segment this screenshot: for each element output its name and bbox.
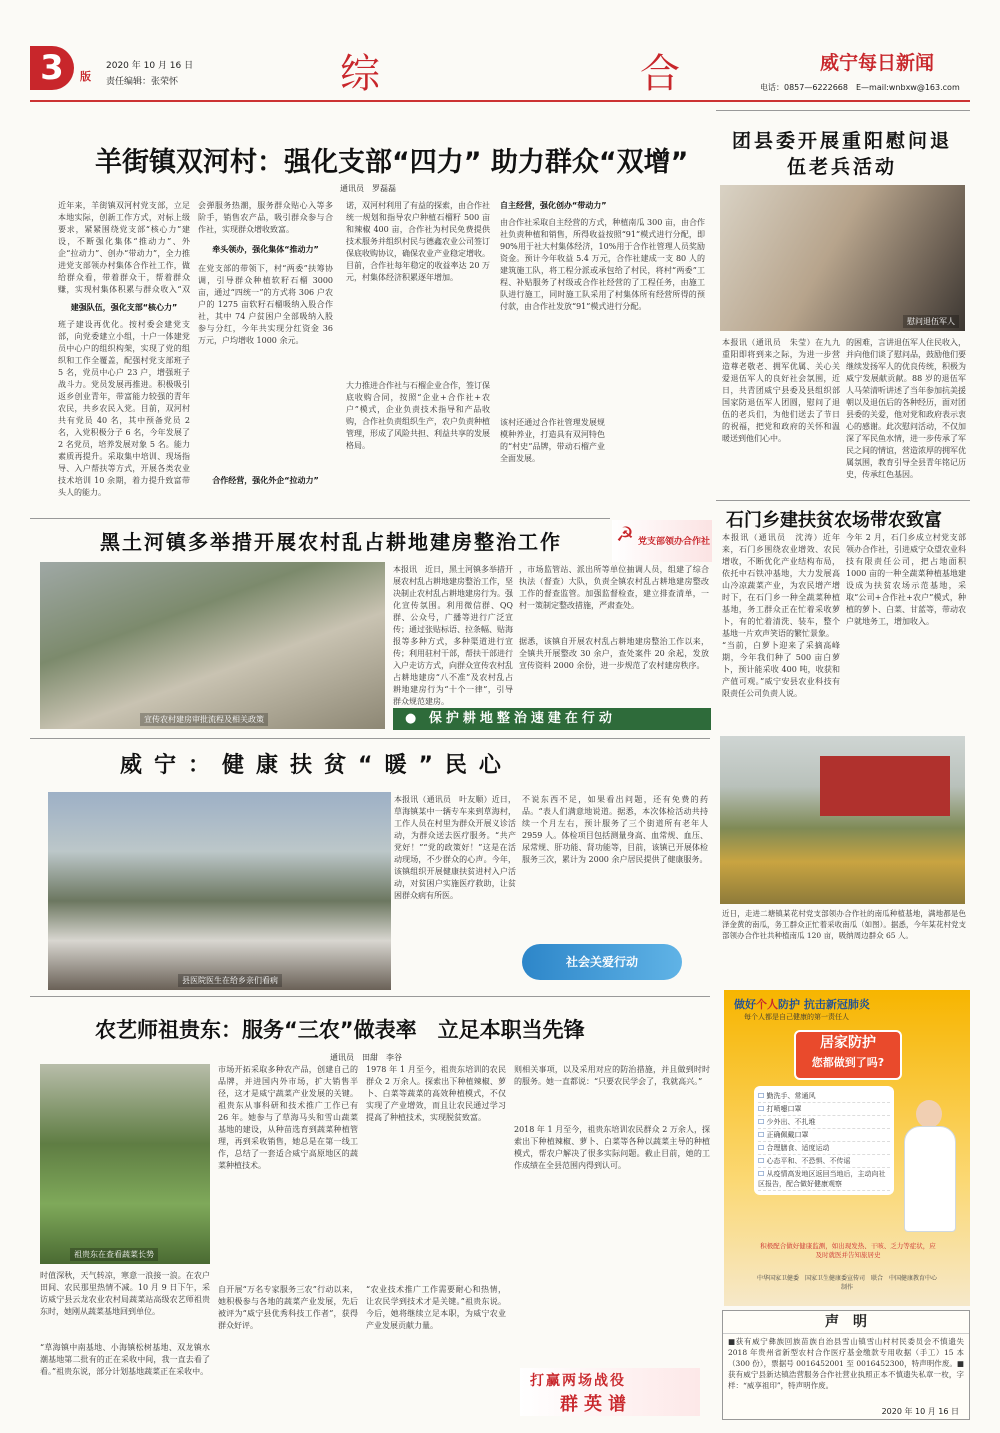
doctor-coat-icon	[904, 1126, 956, 1232]
notice-box	[722, 1310, 970, 1420]
checkbox-icon: ☐	[758, 1144, 767, 1152]
ad-checklist	[754, 1086, 894, 1195]
section-title: 综 合	[340, 51, 740, 97]
paragraph: 据悉，该镇自开展农村乱占耕地建房整治工作以来，全镇共开展整改 30 余户，查处案件 20 余起，发放宣传资料 2000 余份，进一步规范了农村建房秩序。	[519, 637, 709, 670]
ad-subline: 每个人都是自己健康的第一责任人	[744, 1013, 849, 1021]
doctor-head-icon	[916, 1100, 942, 1128]
paragraph: 班子建设再优化。按村委会建党支部，向党委建立小组，十户一体建党员中心户的组织构架，实现了党的组织和工作全覆盖，配强村党支部班子 5 名，党员中心户 23 户，增强班子战斗力。党员发展再推进。积极吸引返乡创业青年，带富能力较强的青年农民，共乡农民入党。目前，双河村共有党员 40 名，其中预备党员 2 名，入党积极分子 6 名，今年发展了 2 名党员，培养发展对象 5 名。能力素质再提升。采取集中培训、现场指导、入户帮扶等方式，开展各类农业技术培训 10 余期，着力提升致富带头人的能力。	[58, 320, 190, 497]
notice-title: 声 明	[723, 1311, 969, 1334]
ad-checklist-item	[758, 1129, 890, 1142]
paragraph: 时下，在石门乡一种全蔬菜种植基地，务工群众正在忙着采收萝卜，有的忙着清洗、装车，整个基地一片欢声笑语的繁忙景象。	[722, 593, 840, 638]
article2-col1: 本报讯（通讯员 朱莹）在九九重阳即将到来之际，为进一步营造尊老敬老、拥军优属、关心关爱退伍军人的良好社会氛围，近日，共青团威宁县委及县组织部国家防退伍军人团圆，慰问了退伍的老兵们，为他们送去了节日的祝福，把党和政府的关怀和温暖送到他们心中。	[722, 338, 840, 443]
paragraph: 则相关事项，以及采用对应的防治措施，并且做到时时的服务。她一直都说：“只要农民学会了，我就高兴。”	[514, 1065, 710, 1086]
subhead: 自主经营，强化创办“带动力”	[500, 201, 607, 210]
paragraph: 会弹服务热潮，服务群众贴心入等多阶手，销售农产品，吸引群众参与合作社，实现群众增收致富。	[198, 201, 333, 234]
farmland-banner	[393, 708, 711, 730]
paragraph: 该村还通过合作社管理发展规模种养业，打造具有双河特色的“村史”品牌，带动石榴产业全面发展。	[500, 418, 605, 463]
article6-photo	[40, 1064, 210, 1264]
article3-title: 石门乡建扶贫农场带农致富	[726, 510, 942, 531]
paragraph: “当前，白萝卜迎来了采摘高峰期，今年我们种了 500 亩白萝卜，预计能采收 400 吨，收获和产值可观。”威宁安县农业科技有限责任公司负责人说。	[722, 641, 840, 698]
party-badge	[612, 520, 712, 562]
article5-col2: 不说东西不足，如果看出问题，还有免费的药品。“表人们满意地说道。据悉，本次体检活动共持续一个月左右，预计服务了三个街道所有老年人 2959 人。体检项目包括测量身高、血常规、血压、尿常规、肝功能、肾功能等，目前，该镇已开展体检服务三次，累计为 2000 余户居民提供了健康服务。	[522, 795, 708, 864]
ad-sign-line1: 居家防护	[820, 1035, 876, 1051]
article2-photo	[720, 185, 965, 331]
article6-rule	[30, 996, 710, 997]
party-flag-icon: ☭	[616, 522, 634, 546]
ad-checklist-label: 正确佩戴口罩	[766, 1131, 809, 1139]
paragraph: “草海镇中南基地、小海镇松树基地、双龙镇水潮基地第二批有的正在采收中间，我一直去看了看。”祖贵东说，部分计划基地蔬菜正在采收中。	[40, 1343, 210, 1376]
article6-col2	[218, 1064, 358, 1409]
contact-line: 电话：0857—6222668 E—mail:wnbxw@163.com	[760, 83, 960, 92]
article6-title: 农艺师祖贵东：服务“三农”做表率 立足本职当先锋	[95, 1018, 585, 1042]
paragraph: 大力推进合作社与石榴企业合作，签订保底收购合同，按照“企业+合作社+农户”模式，企业负责技术指导和产品收购，合作社负责组织生产，农户负责种植管理，形成了风险共担、利益共享的发展格局。	[346, 381, 490, 450]
paragraph: 近年来，羊街镇双河村党支部，立足本地实际，创新工作方式，对标上级要求，紧紧围绕党支部“核心力”建设，不断强化集体“推动力”、外企“拉动力”、创办“带动力”，全力推进党支部领办村集体合作社工作，做给群众看，带着群众干，帮着群众赚，实现村集体积累与群众收入“双	[58, 201, 190, 294]
care-badge-label: 社会关爱行动	[565, 955, 638, 969]
ad-sign	[794, 1030, 902, 1080]
subhead: 牵头领办，强化集体“推动力”	[212, 245, 319, 254]
heroes-banner	[520, 1368, 700, 1416]
party-badge-label: 党支部领办合作社	[638, 537, 711, 547]
article1-col1	[58, 200, 190, 535]
article4-photo	[40, 562, 385, 729]
article5-title: 威宁：健康扶贫“暖”民心	[120, 753, 513, 778]
ad-checklist-label: 打喷嚏口罩	[766, 1105, 802, 1113]
article3-photo	[720, 736, 965, 904]
checkbox-icon: ☐	[758, 1157, 767, 1165]
editor-credit: 责任编辑：张荣怀	[106, 77, 179, 87]
banner-label: 保护耕地整治速建在行动	[428, 711, 616, 726]
checkbox-icon: ☐	[758, 1105, 767, 1113]
header-rule	[30, 100, 970, 102]
notice-body: ■获有威宁彝族回族苗族自治县雪山镇雪山村村民委员会不慎遗失 2018 年贵州省新型农村合作医疗基金缴款专用收据（手工）15 本（300 份），票据号 0016452001 至 0016452300，特声明作废。■获有威宁县新达镇浩营服务合作社营业执照正本不慎遗失私章一枚，字样：“威享祖印”，特声明作废。	[728, 1337, 964, 1390]
subhead: 合作经营，强化外企“拉动力”	[212, 476, 319, 485]
checkbox-icon: ☐	[758, 1092, 767, 1100]
paragraph: 本报讯（通讯员 沈涛）近年来，石门乡围绕农业增效、农民增收，不断优化产业结构布局，依托中石铁冲基地，大力发展高山冷凉蔬菜产业，为农民增产增	[722, 533, 840, 590]
article6-col1	[40, 1270, 210, 1410]
article5-photo	[48, 792, 391, 990]
paragraph: 时值深秋，天气转凉，寒意一浪接一浪。在农户田间、农民那里热情不减。10 月 9 日下午，采访威宁县云龙农业农村局蔬菜站高级农艺师祖贵东时，她刚从蔬菜基地回到单位。	[40, 1271, 210, 1316]
photo-caption: 县医院医生在给乡亲们看病	[178, 974, 282, 987]
ad-slogan: 做好个人防护 抗击新冠肺炎	[734, 998, 870, 1011]
paragraph: “农业技术推广工作需要耐心和热情，让农民学到技术才是关键。”祖贵东说。今后，她将继续立足本职，为威宁农业产业发展贡献力量。	[366, 1285, 506, 1330]
article5-col1: 本报讯（通讯员 叶友顺）近日，草海镇某中一辆专车来到草海村，工作人员在村里为群众开展义诊活动，为群众送去医疗服务。“共产党好！”“党的政策好！”这是在活动现场，不少群众的心声。今年，该镇组织开展健康扶贫进村入户活动，对贫困户实施医疗救助，让贫困群众病有所医。	[394, 795, 516, 900]
health-ad	[724, 990, 970, 1306]
article4-rule	[30, 518, 610, 519]
article1-col4	[500, 200, 705, 535]
ad-checklist-item	[758, 1168, 890, 1191]
ad-footer-note: 积极配合做好健康监测，如出现发热、干咳、乏力等症状，应及时就医并告知旅居史	[760, 1242, 936, 1259]
ad-checklist-item	[758, 1155, 890, 1168]
article1-byline: 通讯员 罗磊磊	[340, 184, 396, 193]
article1-col3	[346, 200, 490, 535]
checkbox-icon: ☐	[758, 1118, 767, 1126]
page-label: 版	[80, 70, 91, 83]
article6-col4	[514, 1064, 710, 1364]
ad-checklist-item	[758, 1090, 890, 1103]
care-badge	[522, 944, 682, 980]
photo-caption: 慰问退伍军人	[903, 315, 959, 328]
ad-checklist-label: 勤洗手、常通风	[766, 1092, 816, 1100]
ad-checklist-item	[758, 1116, 890, 1129]
ad-checklist-label: 心态平和、不恐惧、不传谣	[766, 1157, 851, 1165]
issue-date: 2020 年 10 月 16 日	[106, 61, 194, 71]
heroes-banner-top: 打赢两场战役	[530, 1373, 626, 1389]
page-number: 3	[40, 48, 64, 88]
ad-sign-line2: 您都做到了吗?	[811, 1056, 885, 1069]
article1-col2	[198, 200, 333, 535]
subhead: 建强队伍，强化支部“核心力”	[70, 303, 178, 312]
ad-checklist-label: 少外出、不扎堆	[766, 1118, 816, 1126]
ad-checklist-label: 从疫情高发地区返回当地后，主动向社区报告，配合做好健康观察	[758, 1170, 886, 1188]
right-rule-mid	[716, 500, 970, 501]
article2-title: 团县委开展重阳慰问退伍老兵活动	[731, 130, 952, 178]
article4-col2	[519, 564, 709, 710]
article5-rule	[30, 738, 710, 739]
notice-date: 2020 年 10 月 16 日	[881, 1407, 959, 1416]
article2-col2: 的困难，言讲退伍军人住民收入，并向他们谈了慰问品，鼓励他们要继续发扬军人的优良传统，积极为威宁发展献贡献。88 岁的退伍军人马荣清听讲述了当年参加抗美援朝以及退伍后的各种经历，面对团县委的关爱，他对党和政府表示衷心的感谢。此次慰问活动，不仅加深了军民鱼水情，进一步传承了军民之间的情谊，营造浓厚的拥军优属氛围，教育引导全县青年铭记历史，传承红色基因。	[846, 338, 966, 479]
page-header	[30, 38, 970, 96]
doctor-figure	[900, 1100, 956, 1230]
paper-name: 威宁每日新闻	[820, 52, 935, 74]
paragraph: 市场开拓采取多种农产品，创建自己的品牌，并进国内外市场，扩大销售半径，这才是威宁蔬菜产业发展的关键。祖贵东从事科研和技术推广工作已有 26 年。她参与了草海马头和雪山蔬菜基地的建设，从种苗选育到蔬菜种植管理，再到采收销售，她总是在第一线工作，总结了一套适合威宁高原地区的蔬菜种植技术。	[218, 1065, 358, 1170]
checkbox-icon: ☐	[758, 1131, 767, 1139]
paragraph: 诺，双河村利用了有益的探索，由合作社统一规划和指导农户种植石榴籽 500 亩和辣椒 400 亩，合作社为村民免费提供技术服务并组织村民与德鑫农业公司签订保底收购协议，确保农业产业稳定增收。目前，合作社每年稳定的收益率达 20 万元，村集体经济积累逐年增加。	[346, 201, 490, 282]
paragraph: 2018 年 1 月至今，祖贵东培训农民群众 2 万余人，探索出下种植辣椒、萝卜、白菜等各种以蔬菜主导的种植模式，帮农户解决了很多实际问题。截止目前，她的工作成绩在全县范围内得到认可。	[514, 1125, 710, 1170]
heroes-banner-bottom: 群英谱	[560, 1394, 632, 1415]
article3-body	[722, 532, 966, 732]
paragraph: 由合作社采取自主经营的方式，种植南瓜 300 亩，由合作社负责种植和销售，所得收益按照“91”模式进行分配，即 90%用于社大村集体经济，10%用于合作社管理人员奖励资金。预计今年收益 5.4 万元，合作社建成一支 80 人的建筑施工队，将工程分派或承包给了村民，将村“两委”工程、补贴服务了村级或合作社经营的了工程任务，由施工队进行施工，同时施工队采用了村集体所有经营所得的预付款，由合作社发放“91”模式进行分配。	[500, 218, 705, 311]
truck-shape	[820, 756, 950, 816]
paragraph: 在党支部的带领下，村“两委”扶筹协调，引导群众种植软籽石榴 3000 亩，通过“四统一”的方式将 306 户农户的 1275 亩软籽石榴吸纳入股合作社，其中 74 户贫困户全部吸纳入股参与分红，今年共实现分红资金 36 万元，户均增收 1000 余元。	[198, 264, 333, 345]
photo-caption: 祖贵东在查看蔬菜长势	[70, 1248, 158, 1261]
photo-caption: 宣传农村建房审批流程及相关政策	[140, 713, 268, 726]
page-number-badge	[30, 46, 74, 90]
ad-credit: 中华国家卫健委 国家卫生健康委宣传司 联合 中国健康教育中心 制作	[756, 1275, 944, 1291]
article6-col3	[366, 1064, 506, 1409]
ad-checklist-item	[758, 1142, 890, 1155]
article1-title: 羊街镇双河村：强化支部“四力” 助力群众“双增”	[95, 147, 689, 178]
article6-byline: 通讯员 田甜 李谷	[330, 1053, 402, 1062]
paragraph: 自开展“万名专家服务三农”行动以来，她积极参与各地的蔬菜产业发展，先后被评为“威宁县优秀科技工作者”，获得群众好评。	[218, 1285, 358, 1330]
paragraph: 今年 2 月，石门乡成立村党支部领办合作社，引进威宁众望农业科技有限责任公司，把占地面积 1000 亩的一种全蔬菜种植基地建设成为扶贫农场示范基地，采取“公司+合作社+农户”模式，种植的萝卜、白菜、甘蓝等，带动农户就地务工，增加收入。	[846, 533, 966, 626]
ad-checklist-item	[758, 1103, 890, 1116]
bullet-icon: ●	[405, 711, 421, 726]
right-rule-top	[716, 110, 970, 111]
paragraph: ，市场监管站、派出所等单位抽调人员，组建了综合执法（督查）大队，负责全镇农村乱占耕地建房整改工作的督查监管。加强监督检查，建立排查清单，一村一策制定整改措施，严肃查处。	[519, 565, 709, 610]
paragraph: 1978 年 1 月至今，祖贵东培训的农民群众 2 万余人。探索出下种植辣椒、萝卜、白菜等蔬菜的高效种植模式，不仅实现了产业增效，而且让农民通过学习提高了种植技术，实现脱贫致富。	[366, 1065, 506, 1122]
article4-title: 黑土河镇多举措开展农村乱占耕地建房整治工作	[100, 530, 562, 554]
article4-col1: 本报讯 近日，黑土河镇多举措开展农村乱占耕地建房整治工作，坚决制止农村乱占耕地建房行为。强化宣传氛围。利用微信群、QQ群、公众号，广播等进行广泛宣传；通过张贴标语、拉条幅、贴海报等多种方式，多种渠道进行宣传；利用驻村干部，帮扶干部进行入户走访方式，向群众宣传农村乱占耕地建房“八不准”及农村乱占耕地建房行为“十个一律”，引导群众规范建房。	[393, 565, 513, 706]
article3-photo-caption: 近日，走进二塘镇某花村党支部领办合作社的南瓜种植基地，满地都是色泽金黄的南瓜，务工群众正忙着采收南瓜（如图）。据悉，今年某花村党支部领办合作社共种植南瓜 120 亩，吸纳周边群众 65 人。	[722, 909, 966, 940]
ad-checklist-label: 合理膳食、适度运动	[766, 1144, 830, 1152]
checkbox-icon: ☐	[758, 1170, 767, 1178]
